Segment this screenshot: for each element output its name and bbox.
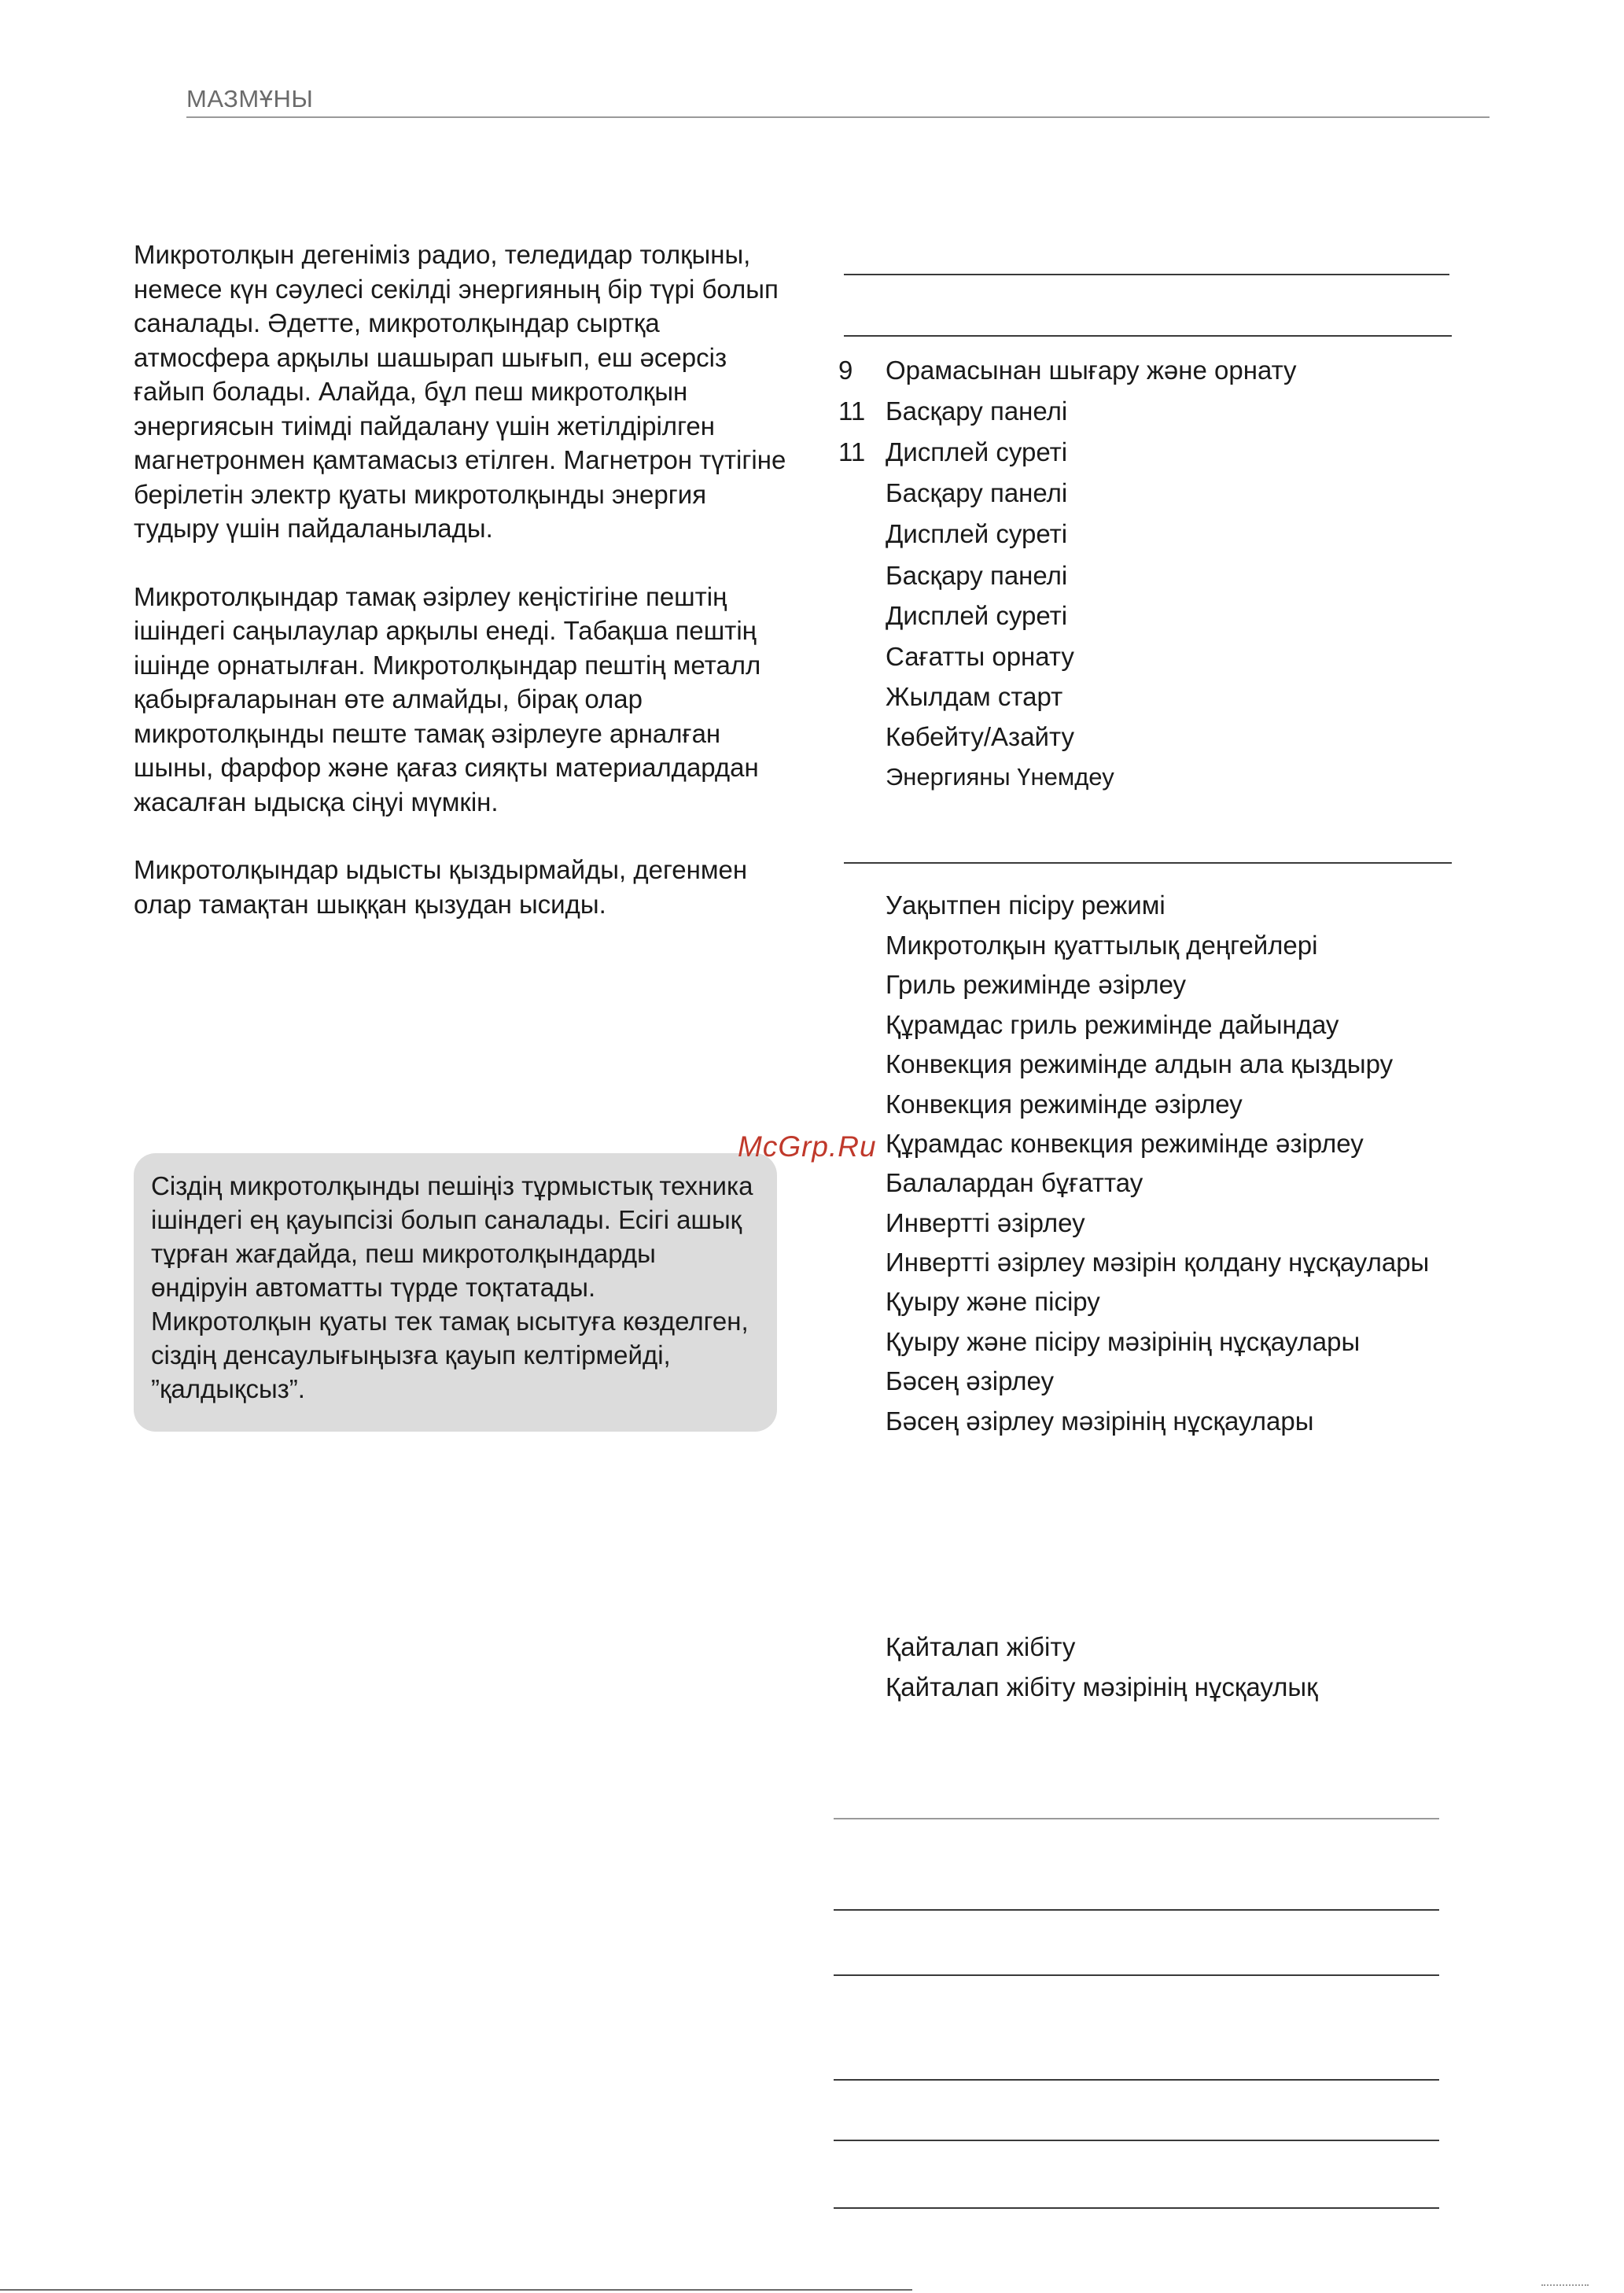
intro-paragraph: Микротолқындар тамақ әзірлеу кеңістігіне пештің ішіндегі саңылаулар арқылы енеді. Табақша пештің ішінде орнатылған. Микротолқындар пештің металл қабырғаларынан өте алмайды, бірақ олар микротолқынды пеште тамақ әзірлеуге арналған шыны, фарфор және қағаз сияқты материалдардан жасалған ыдысқа сіңуі мүмкін. — [134, 581, 761, 817]
toc-entry-label: Басқару панелі — [886, 561, 1068, 590]
toc-divider — [844, 274, 1449, 275]
toc-entry-label: Құрамдас конвекция режимінде әзірлеу — [886, 1129, 1364, 1158]
toc-entry[interactable] — [886, 890, 1166, 920]
toc-entry-label: Инвертті әзірлеу — [886, 1208, 1085, 1237]
toc-entry[interactable] — [886, 1168, 1143, 1198]
toc-entry[interactable] — [886, 1632, 1075, 1662]
toc-entry[interactable] — [838, 437, 1068, 467]
toc-entry-label: Қуыру және пісіру мәзірінің нұсқаулары — [886, 1327, 1361, 1356]
toc-entry-label: Энергияны Үнемдеу — [886, 763, 1114, 791]
toc-entry-label: Қайталап жібіту — [886, 1632, 1076, 1661]
toc-entry[interactable] — [886, 1287, 1100, 1317]
toc-entry-label: Сағатты орнату — [886, 642, 1074, 671]
intro-paragraph: Микротолқындар ыдысты қыздырмайды, дегенмен олар тамақтан шыққан қызудан ысиды. — [134, 855, 748, 919]
toc-entry-label: Микротолқын қуаттылық деңгейлері — [886, 931, 1318, 960]
toc-entry-label: Қуыру және пісіру — [886, 1287, 1100, 1316]
toc-entry-label: Инвертті әзірлеу мәзірін қолдану нұсқаулары — [886, 1248, 1430, 1277]
toc-entry-label: Қайталап жібіту мәзірінің нұсқаулық — [886, 1672, 1318, 1701]
toc-entry[interactable] — [886, 722, 1074, 752]
toc-divider — [834, 1818, 1439, 1819]
toc-entry-label: Жылдам старт — [886, 682, 1063, 711]
toc-entry[interactable] — [886, 1049, 1393, 1079]
toc-entry[interactable] — [886, 1089, 1243, 1119]
watermark: McGrp.Ru — [738, 1130, 877, 1163]
toc-entry[interactable] — [886, 682, 1062, 712]
safety-notice-box — [134, 1153, 777, 1432]
toc-entry[interactable] — [886, 1129, 1364, 1159]
toc-divider — [834, 2140, 1439, 2141]
toc-entry[interactable] — [886, 1248, 1429, 1277]
intro-text — [134, 238, 786, 955]
toc-entry-label: Уақытпен пісіру режимі — [886, 890, 1166, 920]
toc-entry[interactable] — [886, 1208, 1085, 1238]
toc-entry[interactable] — [886, 1366, 1054, 1396]
toc-entry-label: Балалардан бұғаттау — [886, 1168, 1143, 1197]
toc-entry-label: Конвекция режимінде алдын ала қыздыру — [886, 1049, 1394, 1078]
toc-divider — [834, 1909, 1439, 1911]
toc-entry[interactable] — [886, 970, 1186, 1000]
toc-entry[interactable] — [838, 396, 1068, 426]
toc-entry-label: Құрамдас гриль режимінде дайындау — [886, 1010, 1339, 1039]
footer-divider — [0, 2289, 912, 2291]
toc-entry-label: Басқару панелі — [886, 478, 1068, 507]
safety-notice-text: Сіздің микротолқынды пешіңіз тұрмыстық техника ішіндегі ең қауыпсізі болып саналады. Есігі ашық тұрған жағдайда, пеш микротолқындарды өндіруін автоматты түрде тоқтатады. Микротолқын қуаты тек тамақ ысытуға көзделген, сіздің денсаулығыңызға қауып келтірмейді, ”қалдықсыз”. — [151, 1171, 753, 1403]
toc-entry[interactable] — [886, 601, 1067, 631]
toc-page-number: 11 — [838, 437, 866, 466]
toc-entry-label: Конвекция режимінде әзірлеу — [886, 1089, 1243, 1119]
toc-entry-label: Бәсең әзірлеу — [886, 1366, 1055, 1395]
toc-divider — [844, 335, 1452, 337]
toc-entry-label: Бәсең әзірлеу мәзірінің нұсқаулары — [886, 1406, 1314, 1436]
toc-entry-label: Басқару панелі — [886, 396, 1068, 426]
toc-entry[interactable] — [886, 519, 1067, 549]
toc-page-number: 9 — [838, 356, 853, 385]
toc-entry-label: Дисплей суреті — [886, 601, 1068, 630]
toc-entry[interactable] — [886, 642, 1074, 672]
footer-dots — [1541, 2284, 1589, 2287]
toc-entry-label: Орамасынан шығару және орнату — [886, 356, 1297, 385]
toc-entry[interactable] — [886, 931, 1317, 960]
toc-entry-label: Дисплей суреті — [886, 519, 1068, 548]
page-header-title: МАЗМҰНЫ — [186, 85, 314, 112]
toc-entry[interactable] — [886, 763, 1114, 791]
toc-divider — [834, 2079, 1439, 2081]
header-divider — [186, 116, 1490, 118]
toc-entry[interactable] — [886, 478, 1067, 508]
toc-entry-label: Гриль режимінде әзірлеу — [886, 970, 1187, 999]
toc-divider — [844, 862, 1452, 864]
toc-entry[interactable] — [838, 356, 1297, 385]
toc-entry-label: Дисплей суреті — [886, 437, 1068, 466]
toc-entry[interactable] — [886, 1327, 1360, 1357]
intro-paragraph: Микротолқын дегеніміз радио, теледидар толқыны, немесе күн сәулесі секілді энергияның бір түрі болып саналады. Әдетте, микротолқындар сыртқа атмосфера арқылы шашырап шығып, еш әсерсіз ғайып болады. Алайда, бұл пеш микротолқын энергиясын тиімді пайдалану үшін жетілдірілген магнетронмен қамтамасыз етілген. Магнетрон түтігіне берілетін электр қуаты микротолқынды энергия тудыру үшін пайдаланылады. — [134, 240, 786, 543]
toc-entry-label: Көбейту/Азайту — [886, 722, 1074, 751]
toc-page-number: 11 — [838, 396, 866, 426]
toc-entry[interactable] — [886, 1010, 1339, 1040]
toc-entry[interactable] — [886, 561, 1067, 591]
toc-entry[interactable] — [886, 1406, 1313, 1436]
toc-divider — [834, 2207, 1439, 2209]
toc-entry[interactable] — [886, 1672, 1318, 1702]
toc-divider — [834, 1974, 1439, 1976]
